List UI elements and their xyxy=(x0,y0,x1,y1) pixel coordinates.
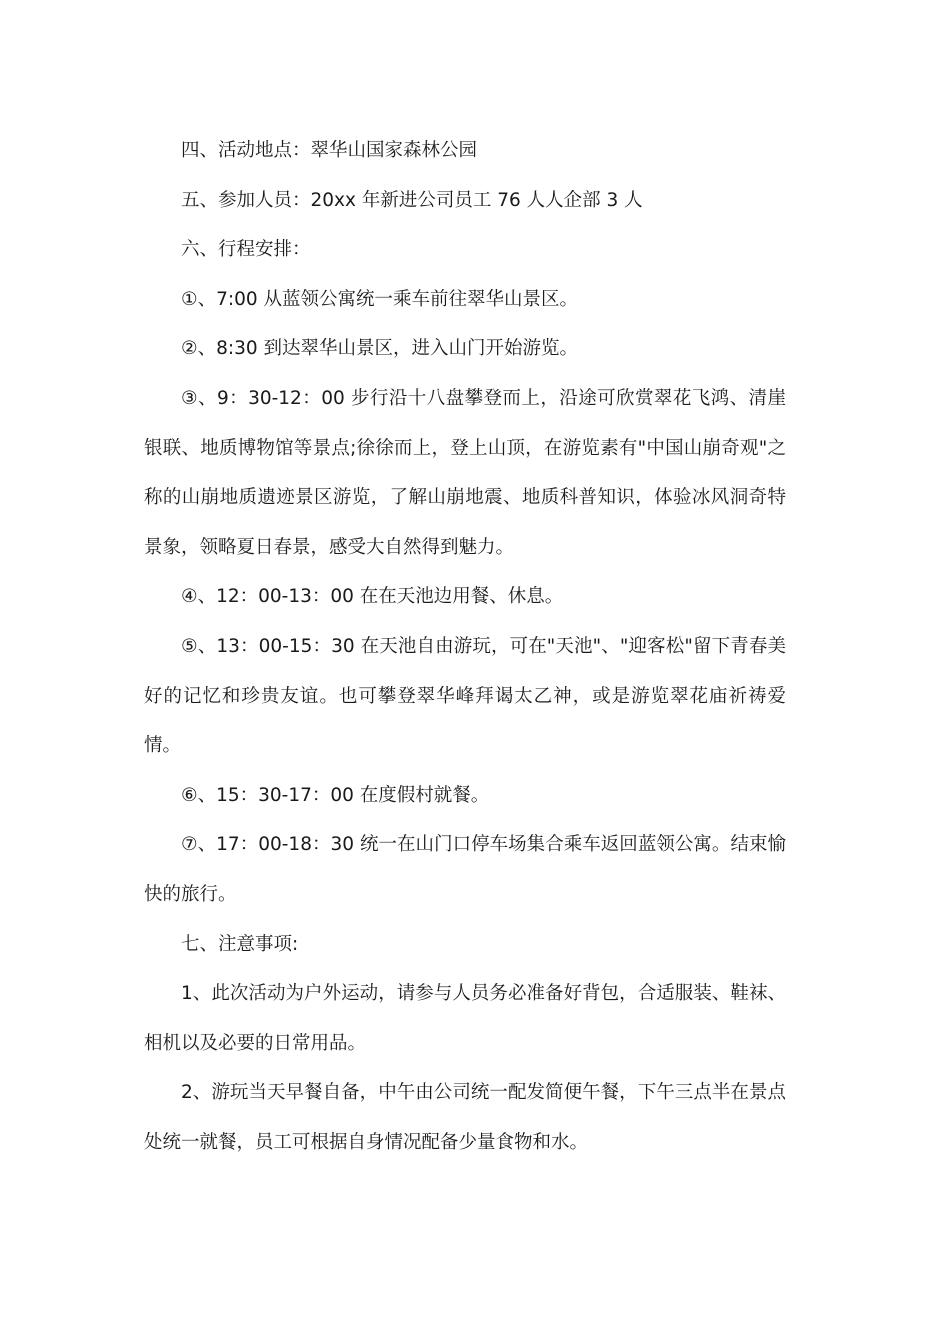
document-body xyxy=(144,126,786,1167)
paragraph-schedule-item-2: ②、8:30 到达翠华山景区，进入山门开始游览。 xyxy=(181,338,579,360)
paragraph-schedule-item-3: ③、9：30-12：00 步行沿十八盘攀登而上，沿途可欣赏翠花飞鸿、清崖银联、地质博物馆等景点;徐徐而上，登上山顶，在游览素有"中国山崩奇观"之称的山崩地质遗迹景区游览，了解山崩地震、地质科普知识，体验冰风洞奇特景象，领略夏日春景，感受大自然得到魅力。 xyxy=(144,387,786,558)
paragraph-schedule-item-4: ④、12：00-13：00 在在天池边用餐、休息。 xyxy=(181,586,564,608)
paragraph-note-2: 2、游玩当天早餐自备，中午由公司统一配发简便午餐，下午三点半在景点处统一就餐，员工可根据自身情况配备少量食物和水。 xyxy=(144,1082,786,1153)
paragraph-participants: 五、参加人员：20xx 年新进公司员工 76 人人企部 3 人 xyxy=(181,189,643,211)
paragraph-schedule-item-1: ①、7:00 从蓝领公寓统一乘车前往翠华山景区。 xyxy=(181,288,579,310)
paragraph-schedule-item-6: ⑥、15：30-17：00 在度假村就餐。 xyxy=(181,784,490,806)
paragraph-schedule-item-7: ⑦、17：00-18：30 统一在山门口停车场集合乘车返回蓝领公寓。结束愉快的旅行。 xyxy=(144,834,786,905)
paragraph-schedule-heading: 六、行程安排： xyxy=(181,239,311,261)
paragraph-schedule-item-5: ⑤、13：00-15：30 在天池自由游玩，可在"天池"、"迎客松"留下青春美好的记忆和珍贵友谊。也可攀登翠华峰拜谒太乙神，或是游览翠花庙祈祷爱情。 xyxy=(144,635,786,757)
paragraph-notes-heading: 七、注意事项: xyxy=(181,933,299,955)
paragraph-location: 四、活动地点：翠华山国家森林公园 xyxy=(181,140,478,161)
paragraph-note-1: 1、此次活动为户外运动，请参与人员务必准备好背包，合适服装、鞋袜、相机以及必要的日常用品。 xyxy=(144,983,786,1054)
